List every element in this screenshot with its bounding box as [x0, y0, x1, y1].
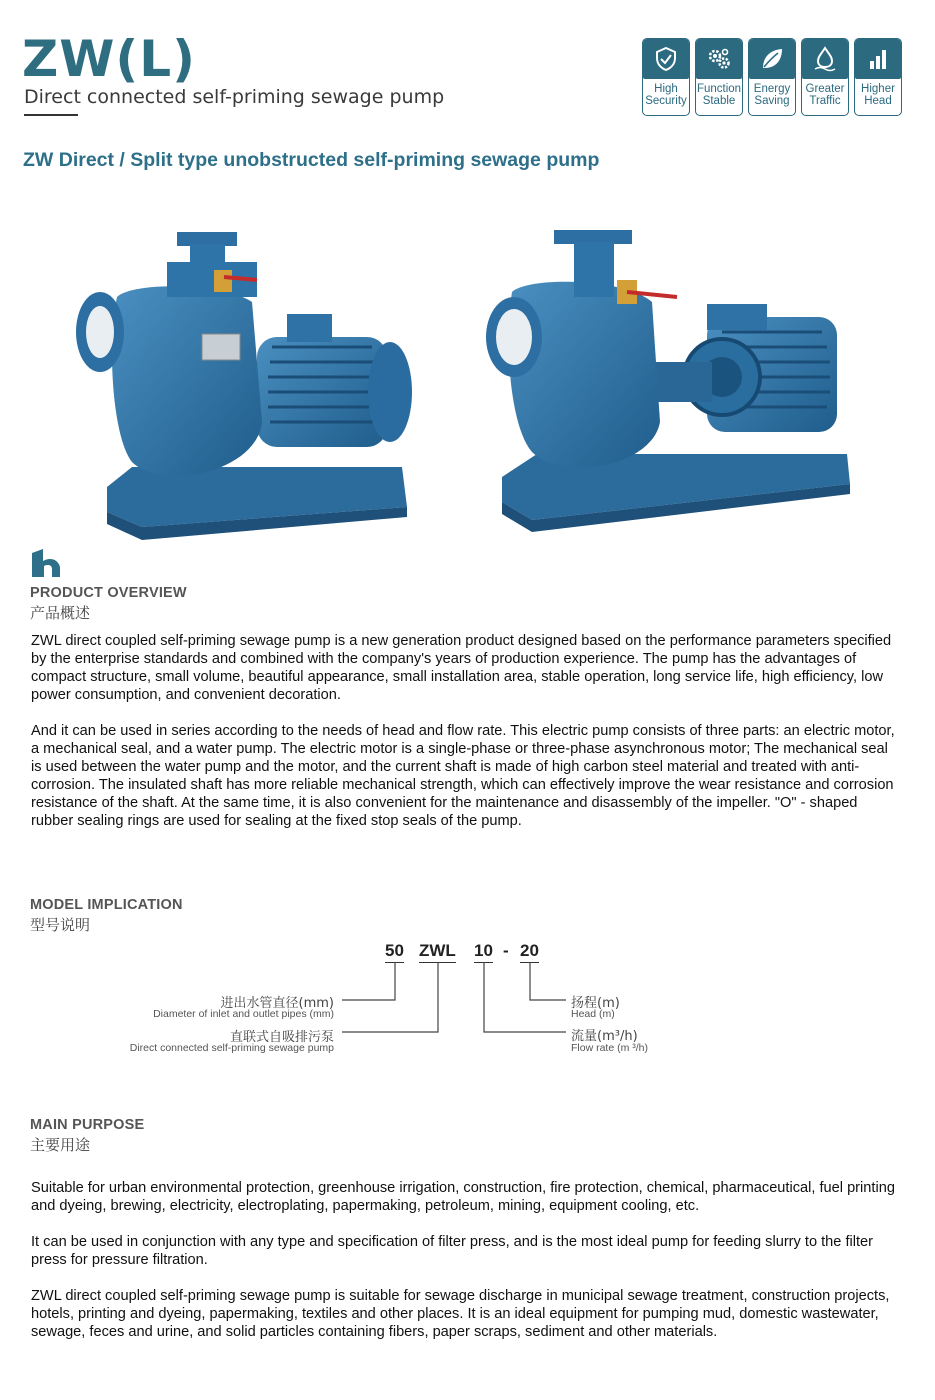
head-label-en: Head (m) — [571, 1008, 615, 1020]
model-code-type: ZWL — [419, 941, 456, 963]
overview-paragraph-1: ZWL direct coupled self-priming sewage pump is a new generation product designed based on the performance parameters specified by the enterprise standards and combined with the company's years of production experience. The pump has the advantages of compact structure, small volume, beautiful appearance, small installation area, stable operation, long service life, high efficiency, low power consumption, and convenient decoration. — [31, 633, 892, 703]
type-label-zh: 直联式自吸排污泵 — [229, 1030, 334, 1045]
model-heading: MODEL IMPLICATION — [30, 897, 183, 913]
feature-label: Energy Saving — [753, 83, 791, 107]
purpose-heading-zh: 主要用途 — [30, 1136, 91, 1154]
overview-heading-zh: 产品概述 — [30, 604, 91, 622]
overview-paragraph-2: And it can be used in series according to the needs of head and flow rate. This electric pump consists of three parts: an electric motor, a mechanical seal, and a water pump. The electric motor is a single-phase or three-phase asynchronous motor; The mechanical seal is used between the water pump and the motor, and the current shaft is made of high carbon steel material and treated with anti-corrosion. The insulated shaft has more reliable mechanical strength, which can effectively improve the wear resistance and corrosion resistance of the shaft. At the same time, it is also convenient for the maintenance and disassembly of the impeller. "O" - shaped rubber sealing rings are used for sealing at the fixed stop seals of the pump. — [31, 723, 895, 829]
purpose-paragraph-2: It can be used in conjunction with any type and specification of filter press, and is the most ideal pump for feeding slurry to the filter press for pressure filtration. — [31, 1234, 874, 1268]
page-title: ZW(L) — [22, 30, 196, 88]
type-label-en: Direct connected self-priming sewage pump — [129, 1042, 334, 1054]
model-code-diameter: 50 — [385, 941, 404, 963]
flow-label-zh: 流量(m³/h) — [571, 1029, 638, 1044]
page-subtitle: Direct connected self-priming sewage pump — [24, 86, 445, 108]
feature-label: Higher Head — [861, 83, 895, 107]
diameter-label-en: Diameter of inlet and outlet pipes (mm) — [153, 1008, 334, 1020]
model-heading-zh: 型号说明 — [30, 916, 91, 934]
head-label-zh: 扬程(m) — [571, 996, 620, 1011]
purpose-paragraph-3: ZWL direct coupled self-priming sewage pump is suitable for sewage discharge in municipal sewage treatment, construction projects, hotels, printing and dyeing, papermaking, textiles and other places. It is an ideal equipment for pumping mud, domestic wastewater, sewage, feces and urine, and solid particles containing fibers, paper scraps, sediment and other materials. — [31, 1288, 890, 1340]
model-code-head: 20 — [520, 941, 539, 963]
model-code-dash: - — [503, 941, 509, 960]
diameter-label-zh: 进出水管直径(mm) — [220, 996, 334, 1011]
model-code-flow: 10 — [474, 941, 493, 963]
feature-label: Function Stable — [696, 83, 742, 107]
purpose-paragraph-1: Suitable for urban environmental protection, greenhouse irrigation, construction, fire protection, chemical, pharmaceutical, fuel printing and dyeing, brewing, electricity, electroplating, papermaking, petroleum, mining, equipment cooling, etc. — [31, 1180, 895, 1214]
purpose-heading: MAIN PURPOSE — [30, 1117, 145, 1133]
product-subtitle: ZW Direct / Split type unobstructed self-priming sewage pump — [23, 149, 600, 171]
feature-label: Greater Traffic — [805, 83, 845, 107]
overview-heading: PRODUCT OVERVIEW — [30, 585, 187, 601]
feature-label: High Security — [645, 83, 687, 107]
flow-label-en: Flow rate (m ³/h) — [571, 1042, 649, 1054]
